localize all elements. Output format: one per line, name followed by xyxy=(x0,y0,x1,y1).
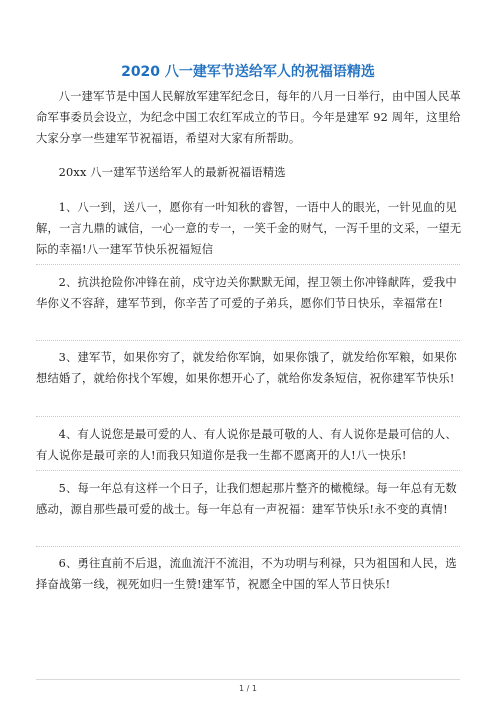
blessing-item-4: 4、有人说您是最可爱的人、有人说你是最可敬的人、有人说你是最可信的人、有人说你是最可亲的人!而我只知道你是我一生都不愿离开的人!八一快乐! xyxy=(36,428,457,462)
divider xyxy=(36,416,460,417)
section-subtitle: 20xx 八一建军节送给军人的最新祝福语精选 xyxy=(58,166,286,179)
blessing-item-6: 6、勇往直前不后退，流血流汗不流泪，不为功明与利禄，只为祖国和人民，选择奋战第一线，视死如归一生赞!建军节，祝愿全中国的军人节日快乐! xyxy=(36,557,457,591)
footer-divider xyxy=(36,679,460,680)
divider xyxy=(36,546,460,547)
blessing-item-1: 1、八一到，送八一，愿你有一叶知秋的睿智，一语中人的眼光，一针见血的见解，一言九鼎的诚信，一心一意的专一，一笑千金的财气，一泻千里的文采，一望无际的幸福!八一建军节快乐祝福短信 xyxy=(36,201,462,256)
document-title: 2020 八一建军节送给军人的祝福语精选 xyxy=(121,64,375,80)
blessing-item-5: 5、每一年总有这样一个日子，让我们想起那片整齐的橄榄绿。每一年总有无数感动，源自那些最可爱的战士。每一年总有一声祝福：建军节快乐!永不变的真情! xyxy=(36,482,457,516)
page-number: 1 / 1 xyxy=(239,684,257,693)
divider xyxy=(36,470,460,471)
blessing-item-3: 3、建军节，如果你穷了，就发给你军饷，如果你饿了，就发给你军粮，如果你想结婚了，就给你找个军嫂，如果你想开心了，就给你发条短信，祝你建军节快乐! xyxy=(36,351,457,385)
intro-paragraph: 八一建军节是中国人民解放军建军纪念日，每年的八月一日举行，由中国人民革命军事委员会设立，为纪念中国工农红军成立的节日。今年是建军 92 周年，这里给大家分享一些建军节祝福语，希望对大家有所帮助。 xyxy=(36,90,461,145)
blessing-item-2: 2、抗洪抢险你冲锋在前，戍守边关你默默无闻，捏卫领土你冲锋献阵，爱我中华你义不容辞，建军节到，你辛苦了可爱的子弟兵，愿你们节日快乐，幸福常在! xyxy=(36,276,457,310)
divider xyxy=(36,340,460,341)
divider xyxy=(36,264,460,265)
